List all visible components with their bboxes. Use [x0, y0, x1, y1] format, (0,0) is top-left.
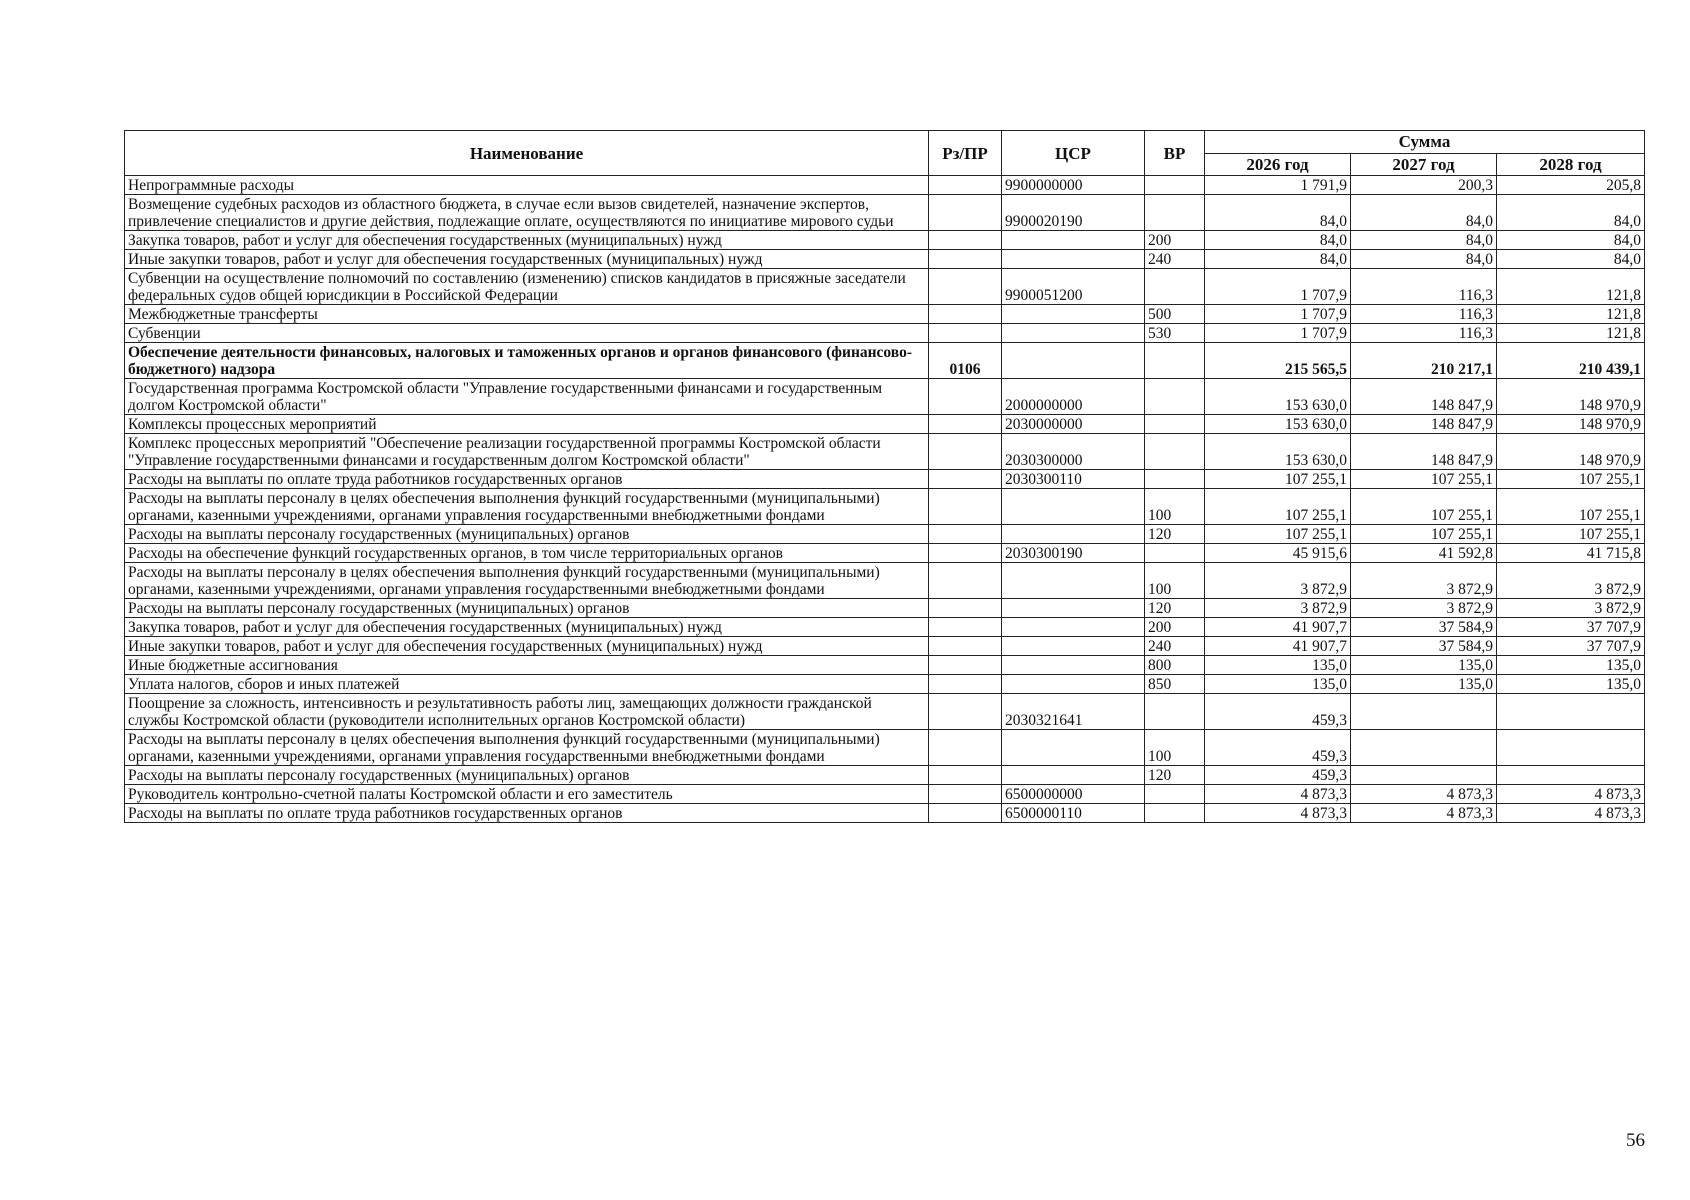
- row-name-cell: Расходы на выплаты персоналу государственных (муниципальных) органов: [125, 599, 929, 618]
- row-name-cell: Расходы на выплаты персоналу государственных (муниципальных) органов: [125, 766, 929, 785]
- row-csr-cell: [1002, 305, 1145, 324]
- row-rzpr-cell: [929, 694, 1002, 730]
- row-name-cell: Расходы на выплаты персоналу государственных (муниципальных) органов: [125, 525, 929, 544]
- row-rzpr-cell: [929, 415, 1002, 434]
- row-name-cell: Иные бюджетные ассигнования: [125, 656, 929, 675]
- table-row: [125, 656, 1645, 675]
- table-row: [125, 343, 1645, 379]
- row-2026-cell: 41 907,7: [1205, 637, 1351, 656]
- row-csr-cell: [1002, 766, 1145, 785]
- row-2027-cell: 116,3: [1351, 324, 1497, 343]
- row-2026-cell: 153 630,0: [1205, 434, 1351, 470]
- budget-table: [124, 130, 1645, 823]
- row-2026-cell: 1 707,9: [1205, 269, 1351, 305]
- row-name-cell: Иные закупки товаров, работ и услуг для обеспечения государственных (муниципальных) нужд: [125, 250, 929, 269]
- header-sum: Сумма: [1205, 131, 1645, 154]
- row-vr-cell: [1145, 176, 1205, 195]
- row-rzpr-cell: [929, 525, 1002, 544]
- row-csr-cell: [1002, 675, 1145, 694]
- table-row: [125, 637, 1645, 656]
- row-vr-cell: 200: [1145, 231, 1205, 250]
- table-row: [125, 250, 1645, 269]
- row-2026-cell: 153 630,0: [1205, 379, 1351, 415]
- row-rzpr-cell: [929, 637, 1002, 656]
- row-2027-cell: 84,0: [1351, 250, 1497, 269]
- row-rzpr-cell: [929, 675, 1002, 694]
- table-row: [125, 415, 1645, 434]
- row-2027-cell: [1351, 694, 1497, 730]
- row-2026-cell: 45 915,6: [1205, 544, 1351, 563]
- row-2027-cell: 107 255,1: [1351, 489, 1497, 525]
- row-2027-cell: 4 873,3: [1351, 785, 1497, 804]
- row-csr-cell: 6500000000: [1002, 785, 1145, 804]
- row-vr-cell: 240: [1145, 637, 1205, 656]
- row-2027-cell: 4 873,3: [1351, 804, 1497, 823]
- row-2026-cell: 4 873,3: [1205, 785, 1351, 804]
- header-vr: ВР: [1145, 131, 1205, 176]
- row-vr-cell: [1145, 785, 1205, 804]
- row-2026-cell: 1 707,9: [1205, 324, 1351, 343]
- row-2027-cell: 107 255,1: [1351, 525, 1497, 544]
- row-2027-cell: 148 847,9: [1351, 379, 1497, 415]
- row-2027-cell: 37 584,9: [1351, 637, 1497, 656]
- row-2028-cell: 205,8: [1497, 176, 1645, 195]
- row-2026-cell: 135,0: [1205, 675, 1351, 694]
- row-rzpr-cell: [929, 804, 1002, 823]
- row-name-cell: Комплекс процессных мероприятий "Обеспечение реализации государственной программы Костромской области "Управление государственными финансами и государственным долгом Костромской области": [125, 434, 929, 470]
- row-rzpr-cell: [929, 599, 1002, 618]
- table-row: [125, 730, 1645, 766]
- table-row: [125, 675, 1645, 694]
- row-name-cell: Иные закупки товаров, работ и услуг для обеспечения государственных (муниципальных) нужд: [125, 637, 929, 656]
- row-2028-cell: 210 439,1: [1497, 343, 1645, 379]
- row-rzpr-cell: [929, 766, 1002, 785]
- row-vr-cell: 850: [1145, 675, 1205, 694]
- table-row: [125, 379, 1645, 415]
- row-2028-cell: 121,8: [1497, 324, 1645, 343]
- row-2027-cell: 3 872,9: [1351, 563, 1497, 599]
- table-row: [125, 269, 1645, 305]
- row-2026-cell: 215 565,5: [1205, 343, 1351, 379]
- row-2026-cell: 84,0: [1205, 250, 1351, 269]
- row-csr-cell: 2030300110: [1002, 470, 1145, 489]
- row-2027-cell: 148 847,9: [1351, 415, 1497, 434]
- row-csr-cell: 2030300190: [1002, 544, 1145, 563]
- row-2028-cell: 121,8: [1497, 305, 1645, 324]
- row-2028-cell: 4 873,3: [1497, 804, 1645, 823]
- row-rzpr-cell: [929, 785, 1002, 804]
- row-2027-cell: 41 592,8: [1351, 544, 1497, 563]
- row-2028-cell: 37 707,9: [1497, 618, 1645, 637]
- row-2027-cell: 84,0: [1351, 231, 1497, 250]
- row-name-cell: Государственная программа Костромской области "Управление государственными финансами и государственным долгом Костромской области": [125, 379, 929, 415]
- header-year-2028: 2028 год: [1497, 153, 1645, 176]
- header-rzpr: Рз/ПР: [929, 131, 1002, 176]
- row-2026-cell: 459,3: [1205, 730, 1351, 766]
- row-name-cell: Непрограммные расходы: [125, 176, 929, 195]
- row-rzpr-cell: [929, 489, 1002, 525]
- row-name-cell: Расходы на выплаты персоналу в целях обеспечения выполнения функций государственными (муниципальными) органами, казенными учреждениями, органами управления государственными внебюджетными фондами: [125, 730, 929, 766]
- row-rzpr-cell: [929, 231, 1002, 250]
- table-row: [125, 766, 1645, 785]
- table-row: [125, 618, 1645, 637]
- row-2026-cell: 3 872,9: [1205, 563, 1351, 599]
- row-rzpr-cell: [929, 434, 1002, 470]
- row-2026-cell: 153 630,0: [1205, 415, 1351, 434]
- row-2026-cell: 1 707,9: [1205, 305, 1351, 324]
- row-rzpr-cell: [929, 730, 1002, 766]
- row-csr-cell: [1002, 599, 1145, 618]
- row-2028-cell: 41 715,8: [1497, 544, 1645, 563]
- row-vr-cell: 120: [1145, 766, 1205, 785]
- row-vr-cell: 800: [1145, 656, 1205, 675]
- row-vr-cell: [1145, 434, 1205, 470]
- row-2028-cell: [1497, 730, 1645, 766]
- table-row: [125, 694, 1645, 730]
- row-2027-cell: 84,0: [1351, 195, 1497, 231]
- row-name-cell: Расходы на выплаты по оплате труда работников государственных органов: [125, 470, 929, 489]
- row-2028-cell: [1497, 694, 1645, 730]
- table-row: [125, 599, 1645, 618]
- table-row: [125, 305, 1645, 324]
- row-csr-cell: [1002, 656, 1145, 675]
- row-rzpr-cell: [929, 379, 1002, 415]
- row-2027-cell: [1351, 730, 1497, 766]
- table-body: [125, 176, 1645, 823]
- table-row: [125, 470, 1645, 489]
- row-csr-cell: [1002, 489, 1145, 525]
- row-csr-cell: 9900000000: [1002, 176, 1145, 195]
- row-csr-cell: [1002, 343, 1145, 379]
- row-2028-cell: 84,0: [1497, 250, 1645, 269]
- row-vr-cell: [1145, 804, 1205, 823]
- row-csr-cell: [1002, 231, 1145, 250]
- row-2026-cell: 4 873,3: [1205, 804, 1351, 823]
- row-2026-cell: 459,3: [1205, 694, 1351, 730]
- table-row: [125, 489, 1645, 525]
- row-2026-cell: 84,0: [1205, 195, 1351, 231]
- row-2027-cell: 210 217,1: [1351, 343, 1497, 379]
- row-2026-cell: 107 255,1: [1205, 489, 1351, 525]
- row-vr-cell: 100: [1145, 563, 1205, 599]
- row-vr-cell: 500: [1145, 305, 1205, 324]
- row-name-cell: Расходы на обеспечение функций государственных органов, в том числе территориальных органов: [125, 544, 929, 563]
- row-name-cell: Расходы на выплаты по оплате труда работников государственных органов: [125, 804, 929, 823]
- row-name-cell: Расходы на выплаты персоналу в целях обеспечения выполнения функций государственными (муниципальными) органами, казенными учреждениями, органами управления государственными внебюджетными фондами: [125, 563, 929, 599]
- row-csr-cell: 2030300000: [1002, 434, 1145, 470]
- row-2026-cell: 459,3: [1205, 766, 1351, 785]
- table-row: [125, 544, 1645, 563]
- row-2026-cell: 107 255,1: [1205, 470, 1351, 489]
- row-2028-cell: 135,0: [1497, 675, 1645, 694]
- row-2027-cell: 37 584,9: [1351, 618, 1497, 637]
- row-csr-cell: 9900020190: [1002, 195, 1145, 231]
- row-vr-cell: [1145, 343, 1205, 379]
- row-rzpr-cell: [929, 324, 1002, 343]
- row-2028-cell: 4 873,3: [1497, 785, 1645, 804]
- row-rzpr-cell: [929, 176, 1002, 195]
- row-rzpr-cell: 0106: [929, 343, 1002, 379]
- row-csr-cell: 6500000110: [1002, 804, 1145, 823]
- row-csr-cell: [1002, 324, 1145, 343]
- row-2027-cell: 148 847,9: [1351, 434, 1497, 470]
- row-2028-cell: 148 970,9: [1497, 415, 1645, 434]
- row-vr-cell: [1145, 470, 1205, 489]
- header-name: Наименование: [125, 131, 929, 176]
- row-2026-cell: 84,0: [1205, 231, 1351, 250]
- row-2028-cell: 107 255,1: [1497, 489, 1645, 525]
- row-vr-cell: 200: [1145, 618, 1205, 637]
- row-name-cell: Возмещение судебных расходов из областного бюджета, в случае если вызов свидетелей, назначение экспертов, привлечение специалистов и другие действия, подлежащие оплате, осуществляются по инициативе мирового судьи: [125, 195, 929, 231]
- row-2028-cell: 107 255,1: [1497, 470, 1645, 489]
- row-rzpr-cell: [929, 250, 1002, 269]
- row-2026-cell: 107 255,1: [1205, 525, 1351, 544]
- row-csr-cell: [1002, 525, 1145, 544]
- row-2028-cell: 3 872,9: [1497, 599, 1645, 618]
- row-vr-cell: [1145, 415, 1205, 434]
- table-row: [125, 195, 1645, 231]
- row-name-cell: Закупка товаров, работ и услуг для обеспечения государственных (муниципальных) нужд: [125, 231, 929, 250]
- row-vr-cell: [1145, 269, 1205, 305]
- row-name-cell: Закупка товаров, работ и услуг для обеспечения государственных (муниципальных) нужд: [125, 618, 929, 637]
- row-2028-cell: 84,0: [1497, 195, 1645, 231]
- row-csr-cell: 2030000000: [1002, 415, 1145, 434]
- table-row: [125, 785, 1645, 804]
- row-name-cell: Обеспечение деятельности финансовых, налоговых и таможенных органов и органов финансового (финансово-бюджетного) надзора: [125, 343, 929, 379]
- table-row: [125, 804, 1645, 823]
- row-name-cell: Расходы на выплаты персоналу в целях обеспечения выполнения функций государственными (муниципальными) органами, казенными учреждениями, органами управления государственными внебюджетными фондами: [125, 489, 929, 525]
- row-2028-cell: 148 970,9: [1497, 379, 1645, 415]
- row-2028-cell: [1497, 766, 1645, 785]
- row-rzpr-cell: [929, 305, 1002, 324]
- row-vr-cell: [1145, 694, 1205, 730]
- row-vr-cell: [1145, 544, 1205, 563]
- row-2028-cell: 107 255,1: [1497, 525, 1645, 544]
- row-vr-cell: [1145, 379, 1205, 415]
- row-2028-cell: 84,0: [1497, 231, 1645, 250]
- header-year-2026: 2026 год: [1205, 153, 1351, 176]
- row-csr-cell: 2000000000: [1002, 379, 1145, 415]
- row-2027-cell: 116,3: [1351, 305, 1497, 324]
- row-2027-cell: [1351, 766, 1497, 785]
- row-2027-cell: 135,0: [1351, 656, 1497, 675]
- header-csr: ЦСР: [1002, 131, 1145, 176]
- row-name-cell: Субвенции: [125, 324, 929, 343]
- row-csr-cell: [1002, 250, 1145, 269]
- document-page: [124, 130, 1644, 823]
- row-2026-cell: 135,0: [1205, 656, 1351, 675]
- table-row: [125, 231, 1645, 250]
- row-2027-cell: 116,3: [1351, 269, 1497, 305]
- row-2027-cell: 107 255,1: [1351, 470, 1497, 489]
- row-2027-cell: 3 872,9: [1351, 599, 1497, 618]
- row-name-cell: Поощрение за сложность, интенсивность и результативность работы лиц, замещающих должности гражданской службы Костромской области (руководители исполнительных органов Костромской области): [125, 694, 929, 730]
- row-rzpr-cell: [929, 563, 1002, 599]
- row-2028-cell: 121,8: [1497, 269, 1645, 305]
- row-vr-cell: [1145, 195, 1205, 231]
- row-2027-cell: 200,3: [1351, 176, 1497, 195]
- row-name-cell: Комплексы процессных мероприятий: [125, 415, 929, 434]
- table-row: [125, 176, 1645, 195]
- row-rzpr-cell: [929, 470, 1002, 489]
- table-row: [125, 434, 1645, 470]
- row-2026-cell: 3 872,9: [1205, 599, 1351, 618]
- row-vr-cell: 100: [1145, 730, 1205, 766]
- row-rzpr-cell: [929, 618, 1002, 637]
- row-rzpr-cell: [929, 544, 1002, 563]
- row-csr-cell: 9900051200: [1002, 269, 1145, 305]
- row-2026-cell: 41 907,7: [1205, 618, 1351, 637]
- row-2028-cell: 148 970,9: [1497, 434, 1645, 470]
- row-vr-cell: 240: [1145, 250, 1205, 269]
- row-csr-cell: 2030321641: [1002, 694, 1145, 730]
- row-vr-cell: 530: [1145, 324, 1205, 343]
- row-rzpr-cell: [929, 656, 1002, 675]
- row-csr-cell: [1002, 730, 1145, 766]
- row-2028-cell: 37 707,9: [1497, 637, 1645, 656]
- row-csr-cell: [1002, 618, 1145, 637]
- table-row: [125, 563, 1645, 599]
- row-name-cell: Руководитель контрольно-счетной палаты Костромской области и его заместитель: [125, 785, 929, 804]
- row-name-cell: Межбюджетные трансферты: [125, 305, 929, 324]
- row-csr-cell: [1002, 637, 1145, 656]
- row-2028-cell: 3 872,9: [1497, 563, 1645, 599]
- row-vr-cell: 120: [1145, 525, 1205, 544]
- row-2028-cell: 135,0: [1497, 656, 1645, 675]
- row-name-cell: Уплата налогов, сборов и иных платежей: [125, 675, 929, 694]
- header-year-2027: 2027 год: [1351, 153, 1497, 176]
- page-number: 56: [1626, 1130, 1645, 1151]
- row-rzpr-cell: [929, 195, 1002, 231]
- row-csr-cell: [1002, 563, 1145, 599]
- row-name-cell: Субвенции на осуществление полномочий по составлению (изменению) списков кандидатов в присяжные заседатели федеральных судов общей юрисдикции в Российской Федерации: [125, 269, 929, 305]
- row-vr-cell: 120: [1145, 599, 1205, 618]
- row-2027-cell: 135,0: [1351, 675, 1497, 694]
- row-2026-cell: 1 791,9: [1205, 176, 1351, 195]
- table-row: [125, 525, 1645, 544]
- row-vr-cell: 100: [1145, 489, 1205, 525]
- table-row: [125, 324, 1645, 343]
- row-rzpr-cell: [929, 269, 1002, 305]
